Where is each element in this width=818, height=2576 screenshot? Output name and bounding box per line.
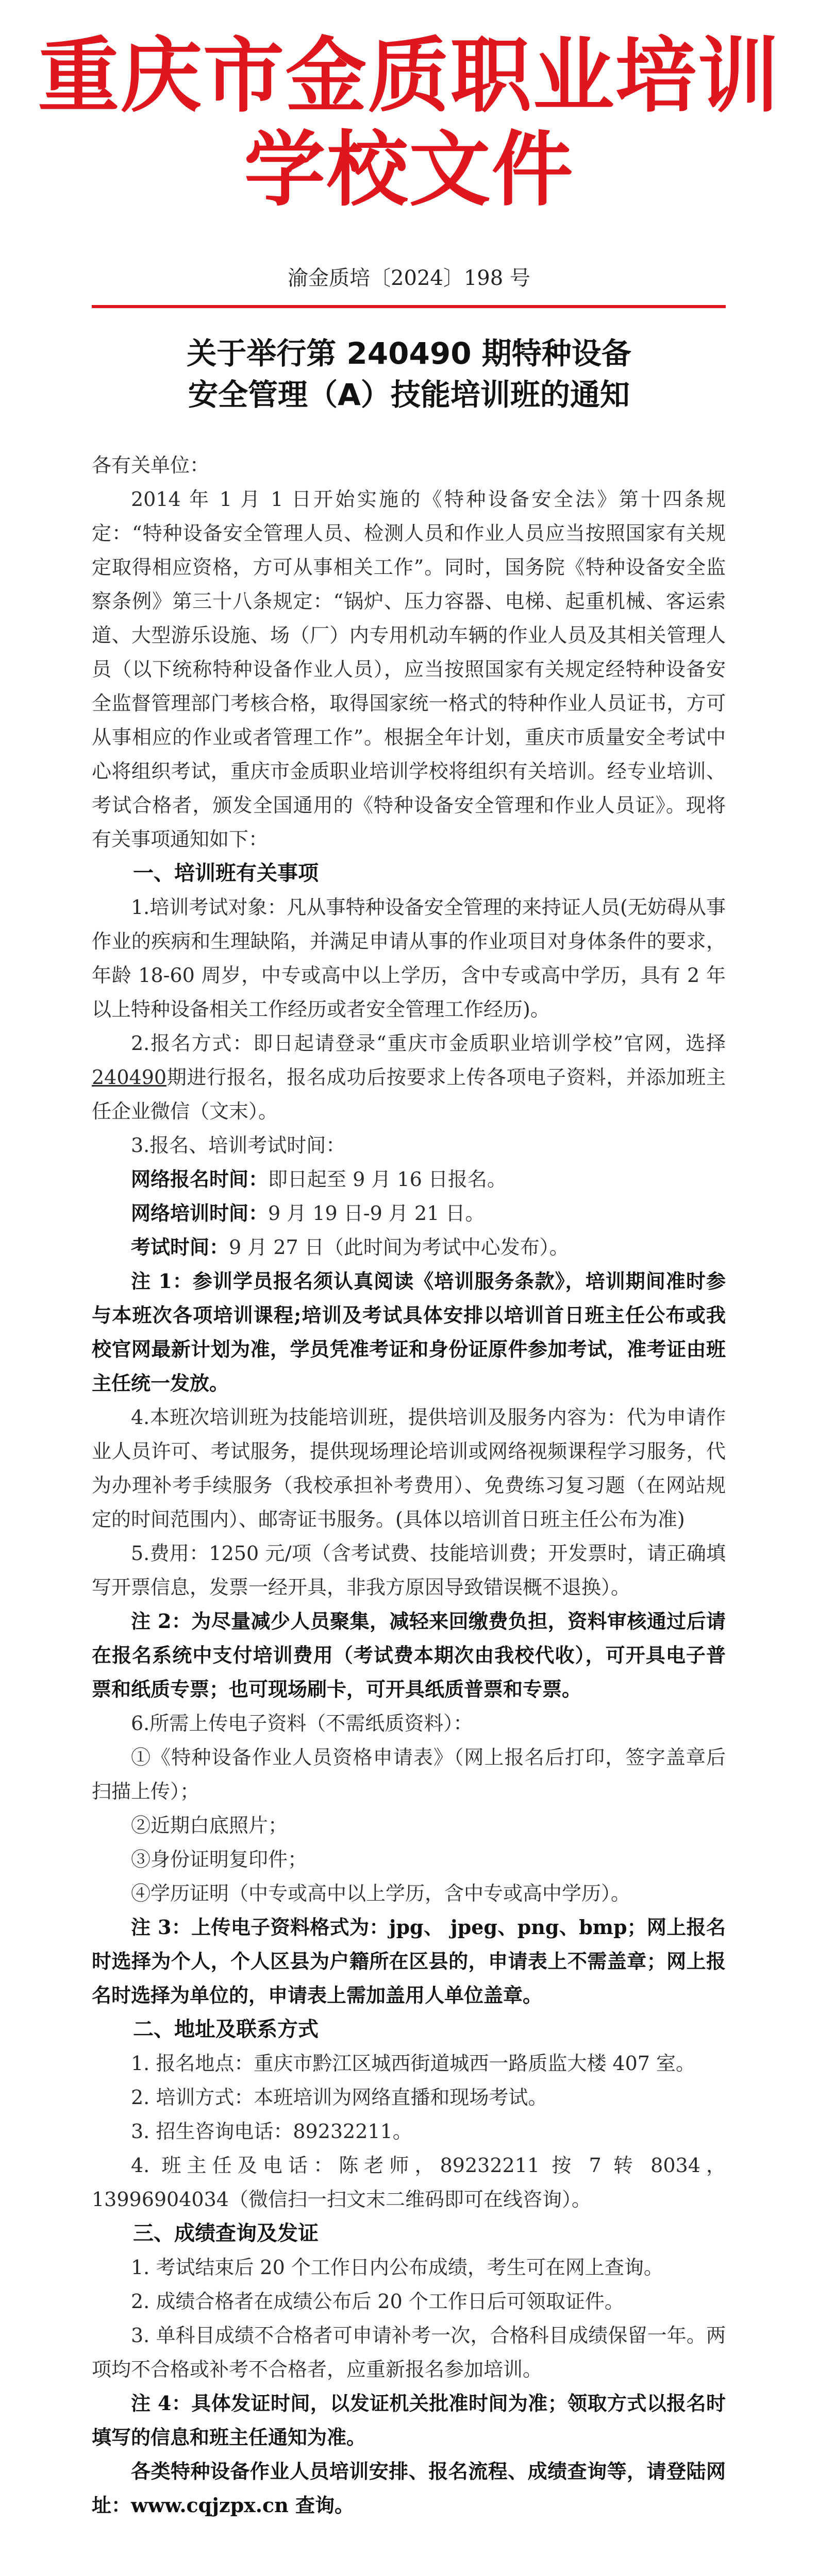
item-3-schedule: 3.报名、培训考试时间： bbox=[131, 1134, 346, 1157]
exam-time bbox=[92, 1230, 726, 1264]
section-1-title: 一、培训班有关事项 bbox=[133, 861, 319, 885]
item-2-text-b: 期进行报名，报名成功后按要求上传各项电子资料，并添加班主任企业微信（文末）。 bbox=[92, 1066, 726, 1123]
online-training-label: 网络培训时间： bbox=[131, 1201, 269, 1225]
note-2: 注 2：为尽量减少人员聚集，减轻来回缴费负担，资料审核通过后请在报名系统中支付培训费用（考试费本期次由我校代收），可开具电子普票和纸质专票；也可现场刷卡，可开具纸质普票和专票。 bbox=[92, 1609, 726, 1701]
org-header-title: 重庆市金质职业培训学校文件 bbox=[38, 29, 780, 217]
result-1: 1. 考试结束后 20 个工作日内公布成绩，考生可在网上查询。 bbox=[131, 2256, 663, 2279]
material-1: ①《特种设备作业人员资格申请表》（网上报名后打印，签字盖章后扫描上传）； bbox=[92, 1746, 726, 1803]
online-training-time bbox=[92, 1196, 726, 1230]
result-2: 2. 成绩合格者在成绩公布后 20 个工作日后可领取证件。 bbox=[131, 2290, 624, 2313]
item-5-fees: 5.费用：1250 元/项（含考试费、技能培训费；开发票时，请正确填写开票信息，发票一经开具，非我方原因导致错误概不退换）。 bbox=[92, 1542, 726, 1599]
note-3: 注 3：上传电子资料格式为：jpg、 jpeg、png、bmp；网上报名时选择为个人，个人区县为户籍所在区县的，申请表上不需盖章；网上报名时选择为单位的，申请表上需加盖用人单位盖章。 bbox=[92, 1916, 726, 2007]
notice-title-line-1: 关于举行第 240490 期特种设备 bbox=[187, 336, 631, 371]
item-6-materials: 6.所需上传电子资料（不需纸质资料）： bbox=[131, 1712, 473, 1735]
closing-paragraph: 各类特种设备作业人员培训安排、报名流程、成绩查询等，请登陆网址：www.cqjzpx.cn 查询。 bbox=[92, 2460, 726, 2517]
material-2: ②近期白底照片； bbox=[131, 1814, 288, 1837]
item-1-training-target: 1.培训考试对象：凡从事特种设备安全管理的来持证人员(无妨碍从事作业的疾病和生理缺陷，并满足申请从事的作业项目对身体条件的要求，年龄 18-60 周岁，中专或高中以上学历，含中专或高中学历，具有 2 年以上特种设备相关工作经历或者安全管理工作经历)。 bbox=[92, 896, 726, 1021]
online-training-value: 9 月 19 日-9 月 21 日。 bbox=[268, 1202, 485, 1225]
document-number: 渝金质培〔2024〕198 号 bbox=[288, 266, 530, 290]
result-3: 3. 单科目成绩不合格者可申请补考一次，合格科目成绩保留一年。两项均不合格或补考不合格者，应重新报名参加培训。 bbox=[92, 2324, 726, 2381]
address-2: 2. 培训方式：本班培训为网络直播和现场考试。 bbox=[131, 2086, 548, 2109]
item-4-services: 4.本班次培训班为技能培训班，提供培训及服务内容为：代为申请作业人员许可、考试服务，提供现场理论培训或网络视频课程学习服务，代为办理补考手续服务（我校承担补考费用）、免费练习复习题（在网站规定的时间范围内）、邮寄证书服务。(具体以培训首日班主任公布为准) bbox=[92, 1406, 726, 1531]
material-3: ③身份证明复印件； bbox=[131, 1848, 308, 1871]
exam-time-label: 考试时间： bbox=[131, 1235, 229, 1259]
online-registration-value: 即日起至 9 月 16 日报名。 bbox=[268, 1168, 507, 1191]
intro-paragraph: 2014 年 1 月 1 日开始实施的《特种设备安全法》第十四条规定：“特种设备安全管理人员、检测人员和作业人员应当按照国家有关规定取得相应资格，方可从事相关工作”。同时，国务院《特种设备安全监察条例》第三十八条规定：“锅炉、压力容器、电梯、起重机械、客运索道、大型游乐设施、场（厂）内专用机动车辆的作业人员及其相关管理人员（以下统称特种设备作业人员），应当按照国家有关规定经特种设备安全监督管理部门考核合格，取得国家统一格式的特种作业人员证书，方可从事相应的作业或者管理工作”。根据全年计划，重庆市质量安全考试中心将组织考试，重庆市金质职业培训学校将组织有关培训。经专业培训、考试合格者，颁发全国通用的《特种设备安全管理和作业人员证》。现将有关事项通知如下： bbox=[92, 488, 726, 851]
address-4: 4. 班主任及电话：陈老师，89232211 按 7 转 8034，13996904034（微信扫一扫文末二维码即可在线咨询）。 bbox=[92, 2154, 726, 2211]
notice-body bbox=[92, 448, 726, 2522]
note-1: 注 1：参训学员报名须认真阅读《培训服务条款》，培训期间准时参与本班次各项培训课程;培训及考试具体安排以培训首日班主任公布或我校官网最新计划为准，学员凭准考证和身份证原件参加考试，准考证由班主任统一发放。 bbox=[92, 1269, 726, 1395]
online-registration-time bbox=[92, 1162, 726, 1196]
section-3-title: 三、成绩查询及发证 bbox=[133, 2222, 319, 2245]
red-divider-rule bbox=[92, 305, 726, 308]
salutation: 各有关单位： bbox=[92, 454, 210, 477]
material-4: ④学历证明（中专或高中以上学历，含中专或高中学历）。 bbox=[131, 1882, 631, 1905]
note-4: 注 4：具体发证时间，以发证机关批准时间为准；领取方式以报名时填写的信息和班主任通知为准。 bbox=[92, 2392, 726, 2449]
item-2-registration-method bbox=[92, 1026, 726, 1128]
notice-title-line-2: 安全管理（A）技能培训班的通知 bbox=[188, 377, 630, 412]
exam-time-value: 9 月 27 日（此时间为考试中心发布）。 bbox=[229, 1236, 569, 1259]
notice-title bbox=[0, 333, 818, 415]
section-2-title: 二、地址及联系方式 bbox=[133, 2018, 319, 2041]
item-2-period-link[interactable]: 240490 bbox=[92, 1066, 167, 1089]
item-2-text-a: 2.报名方式：即日起请登录“重庆市金质职业培训学校”官网，选择 bbox=[131, 1032, 726, 1055]
address-3: 3. 招生咨询电话：89232211。 bbox=[131, 2120, 412, 2143]
online-registration-label: 网络报名时间： bbox=[131, 1167, 269, 1191]
address-1: 1. 报名地点：重庆市黔江区城西街道城西一路质监大楼 407 室。 bbox=[131, 2052, 696, 2075]
